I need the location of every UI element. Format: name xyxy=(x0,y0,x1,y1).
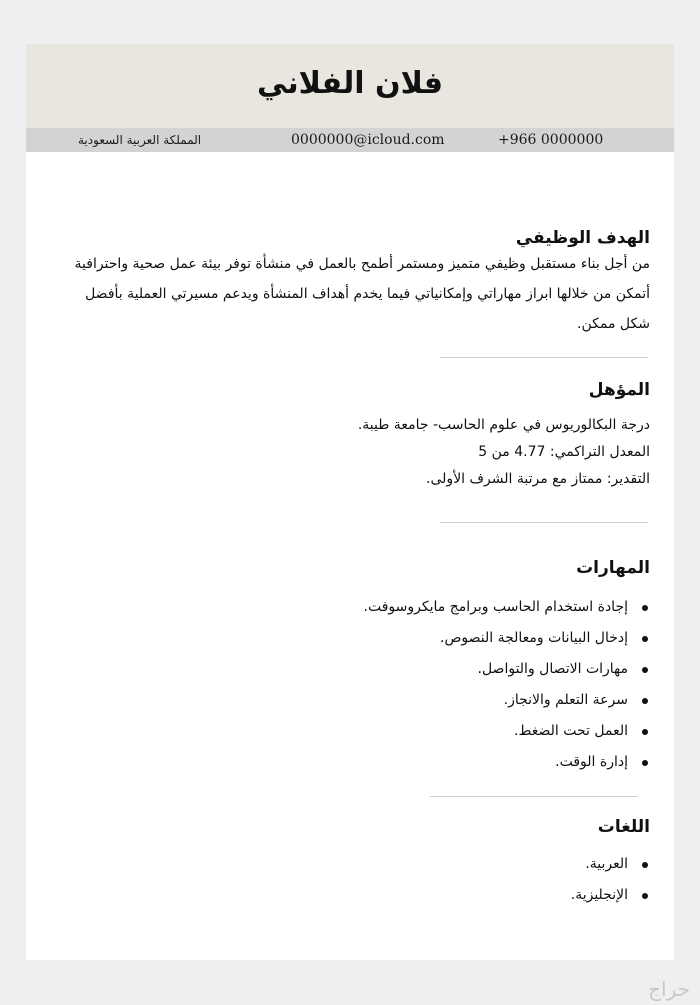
languages-heading: اللغات xyxy=(597,817,650,837)
skills-section xyxy=(364,558,650,778)
divider xyxy=(430,796,638,797)
qualification-heading: المؤهل xyxy=(588,380,650,400)
country: المملكة العربية السعودية xyxy=(78,133,202,147)
list-item: إدارة الوقت. xyxy=(364,747,650,778)
skills-heading: المهارات xyxy=(576,558,650,578)
divider xyxy=(440,357,648,358)
qualification-section xyxy=(358,380,650,493)
phone-number: +966 0000000 xyxy=(498,132,604,148)
gpa-line: المعدل التراكمي: 4.77 من 5 xyxy=(478,444,650,460)
contact-bar xyxy=(26,128,674,152)
watermark-logo: حراج xyxy=(648,977,690,1001)
name-banner xyxy=(26,44,674,128)
degree-line: درجة البكالوريوس في علوم الحاسب- جامعة طيبة. xyxy=(357,417,650,433)
list-item: العمل تحت الضغط. xyxy=(364,716,650,747)
list-item: العربية. xyxy=(571,849,650,880)
list-item: الإنجليزية. xyxy=(571,880,650,911)
list-item: مهارات الاتصال والتواصل. xyxy=(364,654,650,685)
objective-heading: الهدف الوظيفي xyxy=(515,228,650,248)
divider xyxy=(440,522,648,523)
languages-section xyxy=(571,817,650,911)
resume-page xyxy=(26,44,674,960)
skills-list xyxy=(364,592,650,778)
languages-list xyxy=(571,849,650,911)
list-item: إجادة استخدام الحاسب وبرامج مايكروسوفت. xyxy=(364,592,650,623)
list-item: سرعة التعلم والانجاز. xyxy=(364,685,650,716)
email-address: 0000000@icloud.com xyxy=(291,132,445,148)
person-name: فلان الفلاني xyxy=(256,66,443,101)
objective-text: من أجل بناء مستقبل وظيفي متميز ومستمر أطمح بالعمل في منشأة توفر بيئة عمل صحية واحترافية أتمكن من خلالها ابراز مهاراتي وإمكانياتي فيما يخدم أهداف المنشأة ويدعم مسيرتي العملية بأفضل شكل ممكن. xyxy=(74,256,650,332)
grade-line: التقدير: ممتاز مع مرتبة الشرف الأولى. xyxy=(426,471,650,487)
list-item: إدخال البيانات ومعالجة النصوص. xyxy=(364,623,650,654)
objective-section xyxy=(60,228,650,339)
